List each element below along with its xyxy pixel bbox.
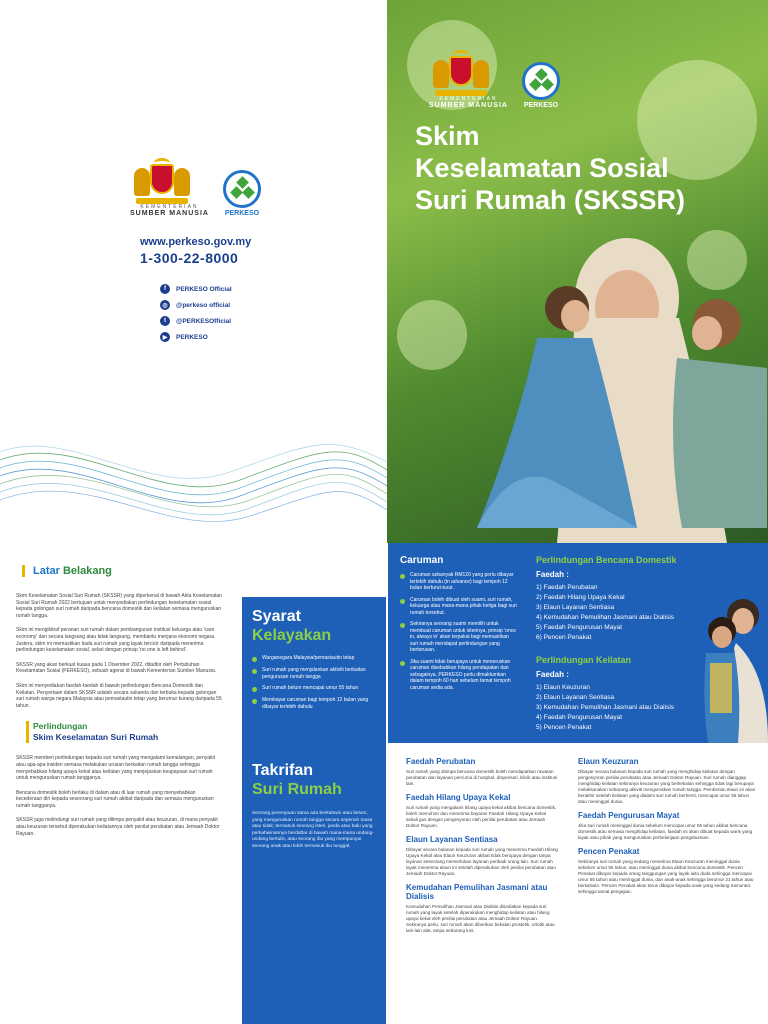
faedah-title: Faedah Perubatan (406, 757, 476, 766)
faedah-block (406, 835, 558, 877)
keilatan-item: 3) Kemudahan Pemulihan Jasmani atau Dialisis (536, 704, 675, 711)
caruman-item: Sekiranya seorang suami memilih untuk membuat caruman untuk isterinya, prinsip 'once in, always in' akan terpakai bagi memastikan suri rumah mendapat perlindungan yang berterusan. (400, 621, 518, 654)
caruman-item: Caruman sebanyak RM120 yang perlu dibayar terlebih dahulu (in advance) bagi tempoh 12 bulan berturut-turut. (400, 572, 518, 592)
social-label: PERKESO (176, 333, 208, 341)
social-label: PERKESO Official (176, 285, 232, 293)
caruman-item: Caruman boleh dibuat oleh suami, suri rumah, keluarga atau mana-mana pihak ketiga bagi suri rumah tersebut. (400, 597, 518, 617)
kementerian-logo (130, 158, 209, 217)
malaysia-crest-icon (130, 158, 194, 204)
takrifan-title-a: Takrifan (252, 762, 314, 779)
bullet-icon (400, 599, 405, 604)
perlindungan-keilatan-title: Perlindungan Keilatan (536, 655, 632, 665)
phone-number[interactable]: 1-300-22-8000 (140, 250, 239, 266)
takrifan-box (242, 751, 386, 1024)
perlindungan-domestik-title: Perlindungan Bencana Domestik (536, 555, 677, 565)
faedah-block (406, 883, 558, 934)
takrifan-text: Seorang perempuan sama ada berkahwin atau belum, yang menguruskan rumah tangga secara sepenuh masa atau tidak; termasuk seorang isteri, janda atau balu yang perkahwinannya berdaftar di bawah mana-mana undang-undang bertulis, atau seorang ibu yang mempunyai seorang anak atau lebih termasuk ibu tunggal. (252, 811, 374, 849)
faedah-details-right (568, 743, 768, 1024)
cover-title-line: Keselamatan Sosial (415, 153, 669, 183)
faedah-block (406, 757, 558, 787)
latar-paragraph: Skim Keselamatan Sosial Suri Rumah (SKSSR) yang diperkenal di bawah Akta Keselamatan Sosial Suri Rumah 2022 bertujuan untuk menyediakan perlindungan keselamatan sosial kepada golongan suri rumah daripada bencana domestik dan keilatan semasa menguruskan rumah tangga. (16, 593, 222, 619)
faedah-text: Dibayar secara bulanan kepada suri rumah yang menerima Faedah Hilang Upaya Kekal atau Elaun Keuzuran akibat tidak berupaya dengan tanpa layanan seseorang memerlukan layanan peribadi orang lain. Suri rumah layak menerima elaun ini setelah diperakukan oleh penilai perubatan atau Jemaah Doktor Rayuan. (406, 847, 558, 876)
latar-paragraph: Skim ini menyediakan faedah-faedah di bawah perlindungan Bencana Domestik dan Keilatan. Penyertaan dalam SKSSR adalah secara sukarela dan terbuka kepada golongan suri rumah warga negara Malaysia atau pemastautin tetap yang berumur kurang daripada 55 tahun. (16, 682, 222, 709)
faedah-title: Elaun Layanan Sentiasa (406, 835, 498, 844)
syarat-title-b: Kelayakan (252, 627, 332, 644)
keilatan-item: 1) Elaun Keuzuran (536, 684, 590, 691)
latar-paragraph: Skim ini mengiktiraf peranan suri rumah dalam pembangunan institusi keluarga atau 'care economy' dan secara langsung atau tidak langsung, membantu menjana ekonomi negara. Justeru, skim ini memastikan tiada suri rumah yang layak tercicir daripada menerima perlindungan keselamatan sosial, selari dengan prinsip 'no one is left behind'. (16, 627, 216, 654)
front-cover (387, 0, 768, 543)
bullet-icon (252, 669, 257, 674)
middle-column (238, 543, 388, 1024)
faedah-title: Faedah Hilang Upaya Kekal (406, 793, 511, 802)
takrifan-title (252, 761, 376, 799)
faedah-text: Kemudahan Pemulihan Jasmani atau Dialisis disediakan kepada suri rumah yang layak setelah diperakukan menghidap keilatan atau hilang upaya kekal oleh penilai perubatan atau Jemaah Doktor Rayuan. Sekiranya perlu, suri rumah akan diberikan bekalan prostetik, ortotik atau lain-lain alat, tanpa sebarang kos. (406, 904, 555, 933)
cover-title-line: Suri Rumah (SKSSR) (415, 185, 686, 215)
social-youtube[interactable] (160, 332, 208, 342)
faedah-text: Suri rumah yang mengalami hilang upaya kekal akibat bencana domestik, boleh memohon dan menerima bayaran Faedah Hilang Upaya Kekal sekali gus dengan pengesyoran oleh penilai perubatan atau Jemaah Doktor Rayuan. (406, 805, 557, 828)
perlindungan-section (528, 543, 768, 743)
faedah-text: Jika suri rumah meninggal dunia sebelum mencapai umur 55 tahun akibat bencana domestik atau semasa menghidap keilatan, faedah ini akan dibuat kepada waris yang layak atau pihak yang menguruskan perbelanjaan pengebumian. (578, 823, 753, 840)
bullet-icon (252, 687, 257, 692)
syarat-item: Suri rumah belum mencapai umur 55 tahun (252, 685, 376, 692)
perlindungan-subheading (26, 721, 226, 743)
domestik-item: 3) Elaun Layanan Sentiasa (536, 604, 615, 611)
perkeso-logo (522, 62, 560, 109)
syarat-kelayakan-box (242, 597, 386, 767)
social-twitter[interactable] (160, 316, 231, 326)
perkeso-emblem-icon (522, 62, 560, 100)
faedah-title: Kemudahan Pemulihan Jasmani atau Dialisis (406, 883, 548, 901)
faedah-block (578, 847, 758, 895)
website-link[interactable]: www.perkeso.gov.my (140, 236, 252, 248)
social-label: @PERKESOfficial (176, 317, 232, 325)
perkeso-label: PERKESO (224, 210, 260, 217)
social-label: @perkeso official (176, 301, 231, 309)
back-cover (0, 0, 387, 543)
faedah-block (578, 757, 758, 805)
latar-paragraph: Bencana domestik boleh berlaku di dalam atau di luar rumah yang menyebabkan kecederaan diri kepada seseorang suri rumah akibat daripada dan semasa menguruskan rumah tangganya. (16, 789, 214, 809)
keilatan-item: 5) Pencen Penakat (536, 724, 592, 731)
caruman-title: Caruman (400, 555, 444, 566)
faedah-block (578, 811, 758, 841)
instagram-icon: ◎ (160, 300, 170, 310)
caruman-item: Jika suami tidak berupaya untuk meneruskan caruman disebabkan hilang pendapatan dan sebagainya, PERKESO perlu dimaklumkan dalam tempoh 60 hari sebelum tamat tempoh caruman sedia ada. (400, 659, 518, 692)
faedah-block (406, 793, 558, 829)
latar-title-b: Belakang (62, 565, 112, 577)
bullet-icon (252, 699, 257, 704)
bullet-icon (400, 623, 405, 628)
bokeh (397, 300, 467, 370)
subheading-line: Perlindungan (33, 721, 88, 732)
latar-belakang-section (0, 543, 238, 1024)
syarat-item: Membayar caruman bagi tempoh 12 bulan yang dibayar terlebih dahulu (252, 697, 376, 710)
cover-title (415, 120, 685, 216)
mother-son-photo (698, 593, 768, 743)
domestik-item: 2) Faedah Hilang Upaya Kekal (536, 594, 625, 601)
syarat-title (252, 607, 376, 645)
domestik-item: 4) Kemudahan Pemulihan Jasmani atau Dialisis (536, 614, 675, 621)
sumber-manusia-label: SUMBER MANUSIA (130, 210, 209, 217)
caruman-section (388, 543, 528, 743)
perkeso-emblem-icon (223, 170, 261, 208)
latar-title-a: Latar (33, 565, 60, 577)
cover-title-line: Skim (415, 121, 480, 151)
latar-paragraph: SKSSR juga melindungi suri rumah yang ditimpa penyakit atau keuzuran, di mana penyakit atau keuzuran tersebut diperakukan keilatannya oleh penilai perubatan atau Jemaah Doktor Rayuan. (16, 817, 220, 837)
domestik-item: 6) Pencen Penakat (536, 634, 592, 641)
front-logo-row (429, 50, 560, 109)
malaysia-crest-icon (429, 50, 493, 96)
faedah-title: Faedah Pengurusan Mayat (578, 811, 680, 820)
faedah-title: Elaun Keuzuran (578, 757, 639, 766)
latar-paragraph: SKSSR memberi perlindungan kepada suri rumah yang mengalami kemalangan, penyakit atau apa-apa insiden semasa melakukan urusan berkaitan rumah tangga sehingga menyebabkan hilang upaya kekal atau keilatan yang menjejaskan keupayaan suri rumah untuk menguruskan rumah tangganya. (16, 755, 215, 782)
bullet-icon (252, 657, 257, 662)
bullet-icon (400, 661, 405, 666)
bullet-icon (400, 574, 405, 579)
twitter-icon: t (160, 316, 170, 326)
faedah-label: Faedah : (536, 670, 569, 679)
takrifan-title-b: Suri Rumah (252, 781, 342, 798)
back-logo-row (130, 158, 261, 217)
kementerian-logo (429, 50, 508, 109)
domestik-item: 5) Faedah Pengurusan Mayat (536, 624, 622, 631)
syarat-item: Suri rumah yang menjalankan aktiviti berkaitan pengurusan rumah tangga (252, 667, 376, 680)
keilatan-item: 2) Elaun Layanan Sentiasa (536, 694, 615, 701)
faedah-text: Suri rumah yang ditimpa bencana domestik boleh mendapatkan rawatan perubatan dan layanan percuma di hospital, dispensari, klinik atau institusi lain. (406, 769, 558, 786)
subheading-line: Skim Keselamatan Suri Rumah (33, 732, 159, 743)
decorative-wave (0, 420, 387, 543)
faedah-text: Sekiranya suri rumah yang sedang menerima Elaun Keuzuran meninggal dunia sebelum umur 55 tahun, atau meninggal dunia akibat bencana domestik. Pencen Penakat dibayar kepada orang tanggungan yang layak iaitu duda sehingga mencapai umur 55 tahun atau meninggal dunia, dan anak-anak sehingga berumur 21 tahun atau berkahwin. Pencen Penakat akan terus dibayar kepada anak yang sedang menuntut sehingga tamat pengajian. (578, 859, 754, 894)
latar-paragraph: SKSSR yang akan berkuat kuasa pada 1 Disember 2022, ditadbir oleh Pertubuhan Keselamatan Sosial (PERKESO), sebuah agensi di bawah Kementerian Sumber Manusia. (16, 661, 217, 675)
faedah-text: Dibayar secara bulanan kepada suri rumah yang menghidap keilatan dengan pengesyoran penilai perubatan atau Jemaah Doktor Rayuan. Suri rumah dianggap menghidap keilatan sekiranya keuzuran yang berkekalan sehingga tidak lagi berupaya melaksanakan sebarang aktiviti menguruskan rumah tangga. Pemberian elaun ini akan berakhir setelah keilatan yang dialami suri rumah berhenti, mencapai umur 55 tahun atau meninggal dunia. (578, 769, 756, 804)
latar-title (22, 565, 226, 577)
perkeso-logo (223, 170, 261, 217)
perkeso-label: PERKESO (523, 102, 559, 109)
kementerian-label: KEMENTERIAN (140, 204, 199, 210)
domestik-item: 1) Faedah Perubatan (536, 584, 598, 591)
social-instagram[interactable] (160, 300, 230, 310)
social-facebook[interactable] (160, 284, 232, 294)
faedah-label: Faedah : (536, 570, 569, 579)
youtube-icon: ▶ (160, 332, 170, 342)
faedah-details-left (388, 743, 568, 1024)
syarat-item: Warganegara Malaysia/pemastautin tetap (252, 655, 376, 662)
facebook-icon: f (160, 284, 170, 294)
family-photo (467, 228, 767, 543)
faedah-title: Pencen Penakat (578, 847, 640, 856)
kementerian-label: KEMENTERIAN (439, 96, 498, 102)
keilatan-item: 4) Faedah Pengurusan Mayat (536, 714, 622, 721)
sumber-manusia-label: SUMBER MANUSIA (429, 102, 508, 109)
syarat-title-a: Syarat (252, 608, 301, 625)
